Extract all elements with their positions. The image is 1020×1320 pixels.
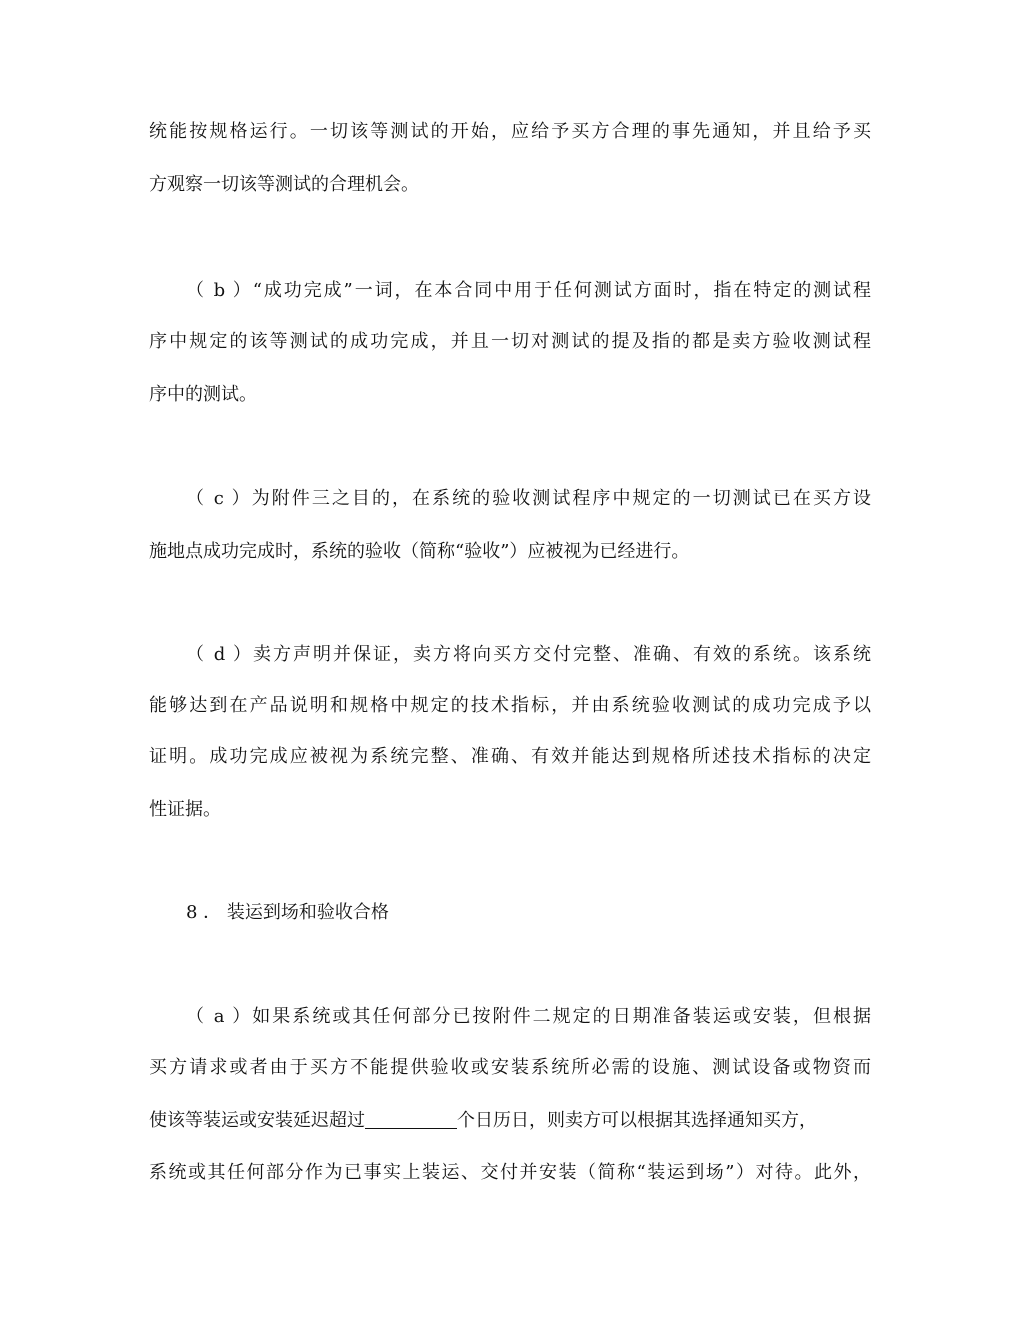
paragraph-continuation-line-1: 统能按规格运行。一切该等测试的开始，应给予买方合理的事先通知，并且给予买 bbox=[149, 121, 871, 142]
clause-a-line-3-before-blank: 使该等装运或安装延迟超过 bbox=[149, 1110, 365, 1131]
clause-c-line-2: 施地点成功完成时，系统的验收（简称“验收”）应被视为已经进行。 bbox=[149, 541, 690, 562]
clause-d-line-4: 性证据。 bbox=[149, 799, 221, 820]
clause-b-line-2: 序中规定的该等测试的成功完成，并且一切对测试的提及指的都是卖方验收测试程 bbox=[149, 331, 871, 352]
clause-a-line-3 bbox=[149, 1106, 871, 1136]
clause-c-line-1: （ c ）为附件三之目的，在系统的验收测试程序中规定的一切测试已在买方设 bbox=[186, 488, 871, 509]
section-8-heading: 8 ． 装运到场和验收合格 bbox=[186, 902, 389, 923]
clause-a-line-2: 买方请求或者由于买方不能提供验收或安装系统所必需的设施、测试设备或物资而 bbox=[149, 1057, 871, 1078]
clause-d-line-2: 能够达到在产品说明和规格中规定的技术指标，并由系统验收测试的成功完成予以 bbox=[149, 695, 871, 716]
clause-b-line-3: 序中的测试。 bbox=[149, 384, 257, 405]
clause-d-line-3: 证明。成功完成应被视为系统完整、准确、有效并能达到规格所述技术指标的决定 bbox=[149, 746, 871, 767]
days-blank-field bbox=[365, 1110, 457, 1129]
clause-a-line-1: （ a ）如果系统或其任何部分已按附件二规定的日期准备装运或安装，但根据 bbox=[186, 1006, 871, 1027]
clause-b-line-1: （ b ）“成功完成”一词，在本合同中用于任何测试方面时，指在特定的测试程 bbox=[186, 280, 871, 301]
clause-a-line-3-after-blank: 个日历日，则卖方可以根据其选择通知买方， bbox=[457, 1110, 817, 1131]
clause-a-line-4: 系统或其任何部分作为已事实上装运、交付并安装（简称“装运到场”）对待。此外， bbox=[149, 1162, 871, 1183]
clause-d-line-1: （ d ）卖方声明并保证，卖方将向买方交付完整、准确、有效的系统。该系统 bbox=[186, 644, 871, 665]
paragraph-continuation-line-2: 方观察一切该等测试的合理机会。 bbox=[149, 174, 419, 195]
